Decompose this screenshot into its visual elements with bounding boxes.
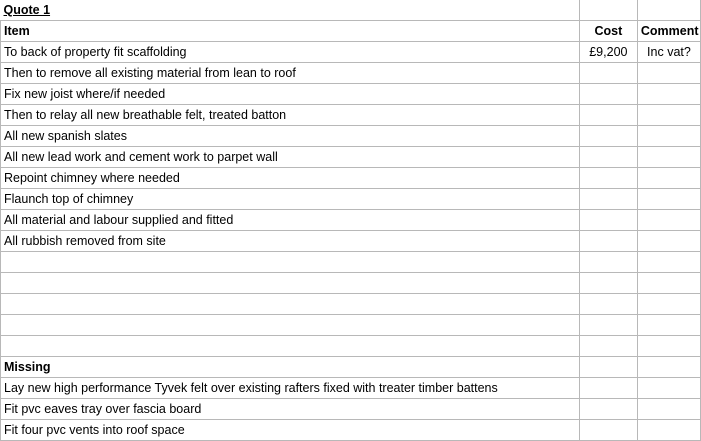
table-row (1, 0, 701, 21)
cell-cost[interactable] (579, 105, 637, 126)
cell-cost[interactable] (579, 210, 637, 231)
table-row (1, 357, 701, 378)
section-header-missing[interactable]: Missing (1, 357, 580, 378)
cell-cost[interactable] (579, 252, 637, 273)
cell-cost[interactable] (579, 147, 637, 168)
cell-item[interactable] (1, 252, 580, 273)
cell-comment[interactable] (637, 294, 700, 315)
column-header-cost: Cost (579, 21, 637, 42)
table-row (1, 399, 701, 420)
table-row (1, 420, 701, 441)
spreadsheet-body (1, 0, 701, 441)
cell-comment[interactable] (637, 0, 700, 21)
cell-comment[interactable] (637, 168, 700, 189)
cell-item[interactable] (1, 294, 580, 315)
cell-comment[interactable] (637, 189, 700, 210)
cell-cost[interactable] (579, 399, 637, 420)
table-row (1, 336, 701, 357)
cell-comment[interactable] (637, 357, 700, 378)
cell-cost[interactable] (579, 420, 637, 441)
table-header-row (1, 21, 701, 42)
table-row (1, 42, 701, 63)
cell-comment[interactable] (637, 231, 700, 252)
cell-cost[interactable] (579, 378, 637, 399)
cell-item[interactable] (1, 336, 580, 357)
cell-item[interactable]: Fit pvc eaves tray over fascia board (1, 399, 580, 420)
cell-item[interactable]: Repoint chimney where needed (1, 168, 580, 189)
cell-item[interactable]: Lay new high performance Tyvek felt over existing rafters fixed with treater timber battens (1, 378, 580, 399)
table-row (1, 252, 701, 273)
cell-item[interactable]: All new spanish slates (1, 126, 580, 147)
cell-comment[interactable] (637, 273, 700, 294)
cell-comment[interactable] (637, 378, 700, 399)
cell-cost[interactable] (579, 0, 637, 21)
cell-item[interactable] (1, 315, 580, 336)
table-row (1, 105, 701, 126)
cell-item[interactable] (1, 273, 580, 294)
column-header-comment: Comment (637, 21, 700, 42)
cell-cost[interactable] (579, 126, 637, 147)
cell-item[interactable]: Fit four pvc vents into roof space (1, 420, 580, 441)
cell-cost[interactable] (579, 168, 637, 189)
cell-item[interactable]: Then to relay all new breathable felt, treated batton (1, 105, 580, 126)
cell-item[interactable]: All new lead work and cement work to parpet wall (1, 147, 580, 168)
column-header-item: Item (1, 21, 580, 42)
cell-cost[interactable] (579, 315, 637, 336)
cell-comment[interactable] (637, 105, 700, 126)
cell-cost[interactable] (579, 231, 637, 252)
cell-item[interactable]: All material and labour supplied and fitted (1, 210, 580, 231)
table-row (1, 378, 701, 399)
cell-comment[interactable] (637, 210, 700, 231)
cell-cost[interactable] (579, 63, 637, 84)
cell-comment[interactable] (637, 399, 700, 420)
cell-item[interactable]: To back of property fit scaffolding (1, 42, 580, 63)
table-row (1, 210, 701, 231)
cell-item[interactable]: All rubbish removed from site (1, 231, 580, 252)
cell-comment[interactable]: Inc vat? (637, 42, 700, 63)
table-row (1, 84, 701, 105)
cell-cost[interactable] (579, 84, 637, 105)
cell-comment[interactable] (637, 147, 700, 168)
cell-item[interactable]: Then to remove all existing material from lean to roof (1, 63, 580, 84)
table-row (1, 168, 701, 189)
table-row (1, 315, 701, 336)
cell-comment[interactable] (637, 84, 700, 105)
cell-item[interactable]: Flaunch top of chimney (1, 189, 580, 210)
cell-item[interactable]: Fix new joist where/if needed (1, 84, 580, 105)
table-row (1, 294, 701, 315)
cell-comment[interactable] (637, 336, 700, 357)
cell-comment[interactable] (637, 126, 700, 147)
cell-comment[interactable] (637, 252, 700, 273)
table-row (1, 63, 701, 84)
cell-cost[interactable] (579, 273, 637, 294)
table-row (1, 147, 701, 168)
page-title: Quote 1 (1, 0, 580, 21)
cell-comment[interactable] (637, 315, 700, 336)
table-row (1, 126, 701, 147)
cell-cost[interactable] (579, 294, 637, 315)
table-row (1, 231, 701, 252)
cell-comment[interactable] (637, 63, 700, 84)
cell-cost[interactable] (579, 357, 637, 378)
table-row (1, 273, 701, 294)
cell-cost[interactable] (579, 189, 637, 210)
table-row (1, 189, 701, 210)
cell-comment[interactable] (637, 420, 700, 441)
cell-cost[interactable]: £9,200 (579, 42, 637, 63)
cell-cost[interactable] (579, 336, 637, 357)
